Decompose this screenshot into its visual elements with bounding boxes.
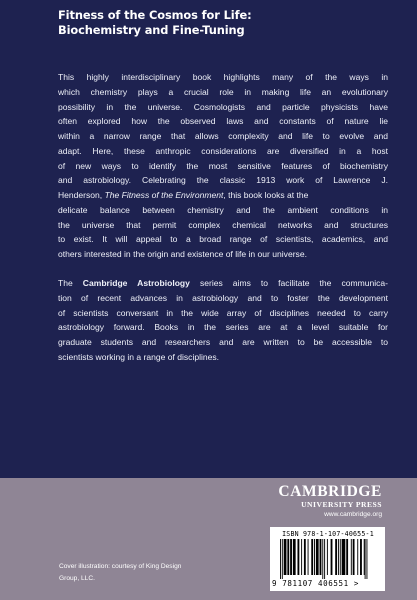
publisher-url: www.cambridge.org (324, 511, 382, 518)
barcode-panel (270, 527, 385, 591)
series-line-with-name (58, 276, 388, 291)
cover-credit-line: Group, LLC. (59, 574, 95, 582)
blurb-line: to exist. It will appeal to a broad range of scientists, academics, and (58, 234, 388, 245)
cited-work-title: The Fitness of the Environment (104, 190, 224, 200)
book-description (58, 70, 388, 262)
blurb-line: of new ways to identify the most sensitive features of biochemistry (58, 160, 388, 171)
blurb-line: within a narrow range that allows complexity and life to evolve and (58, 131, 388, 141)
blurb-line-part: , this book looks at the (223, 190, 309, 200)
blurb-line: often explored how the observed laws and constants of nature lie (58, 116, 388, 127)
blurb-line: This highly interdisciplinary book highlights many of the ways in (58, 72, 388, 82)
series-line: astrobiology forward. Books in the series are at a level suitable for (58, 322, 388, 333)
publisher-subtitle: UNIVERSITY PRESS (301, 500, 382, 509)
series-name: Cambridge Astrobiology (82, 278, 190, 288)
cover-credit (59, 561, 209, 584)
series-line-part: series aims to facilitate the communica- (189, 278, 389, 288)
barcode-digits: 9 781107 406551 > (272, 579, 359, 588)
blurb-line: delicate balance between chemistry and the ambient conditions in (58, 204, 388, 215)
blurb-line: which chemistry plays a crucial role in making life an evolutionary (58, 86, 388, 97)
cover-credit-line: Cover illustration: courtesy of King Design (59, 563, 182, 570)
publisher-name: CAMBRIDGE (278, 483, 382, 500)
blurb-line: others interested in the origin and existence of life in our universe. (58, 249, 307, 259)
blurb-line: and astrobiology. Celebrating the classic 1913 work of Lawrence J. (58, 175, 388, 186)
series-line: of scientists conversant in the wide array of disciplines needed to carry (58, 307, 388, 318)
series-description (58, 276, 388, 365)
blurb-line-with-cited-title (58, 188, 388, 203)
series-line: graduate students and researchers and are written to be accessible to (58, 337, 388, 347)
isbn-label: ISBN 978-1-107-40655-1 (282, 530, 374, 538)
title-line-1: Fitness of the Cosmos for Life: (58, 8, 252, 22)
blurb-line: the universe that permit complex chemical networks and structures (58, 219, 388, 230)
publisher-logo (262, 484, 382, 519)
barcode-icon (274, 539, 381, 579)
blurb-line: possibility in the universe. Cosmologists and particle physicists have (58, 101, 388, 112)
book-title (58, 8, 388, 38)
blurb-line-part: Henderson, (58, 190, 105, 200)
series-line-part: The (58, 278, 83, 288)
series-line: tion of recent advances in astrobiology and to foster the development (58, 292, 388, 303)
series-line: scientists working in a range of disciplines. (58, 351, 220, 362)
blurb-line: adapt. Here, these anthropic considerations are diversified in a host (58, 145, 388, 156)
title-line-2: Biochemistry and Fine-Tuning (58, 23, 245, 37)
